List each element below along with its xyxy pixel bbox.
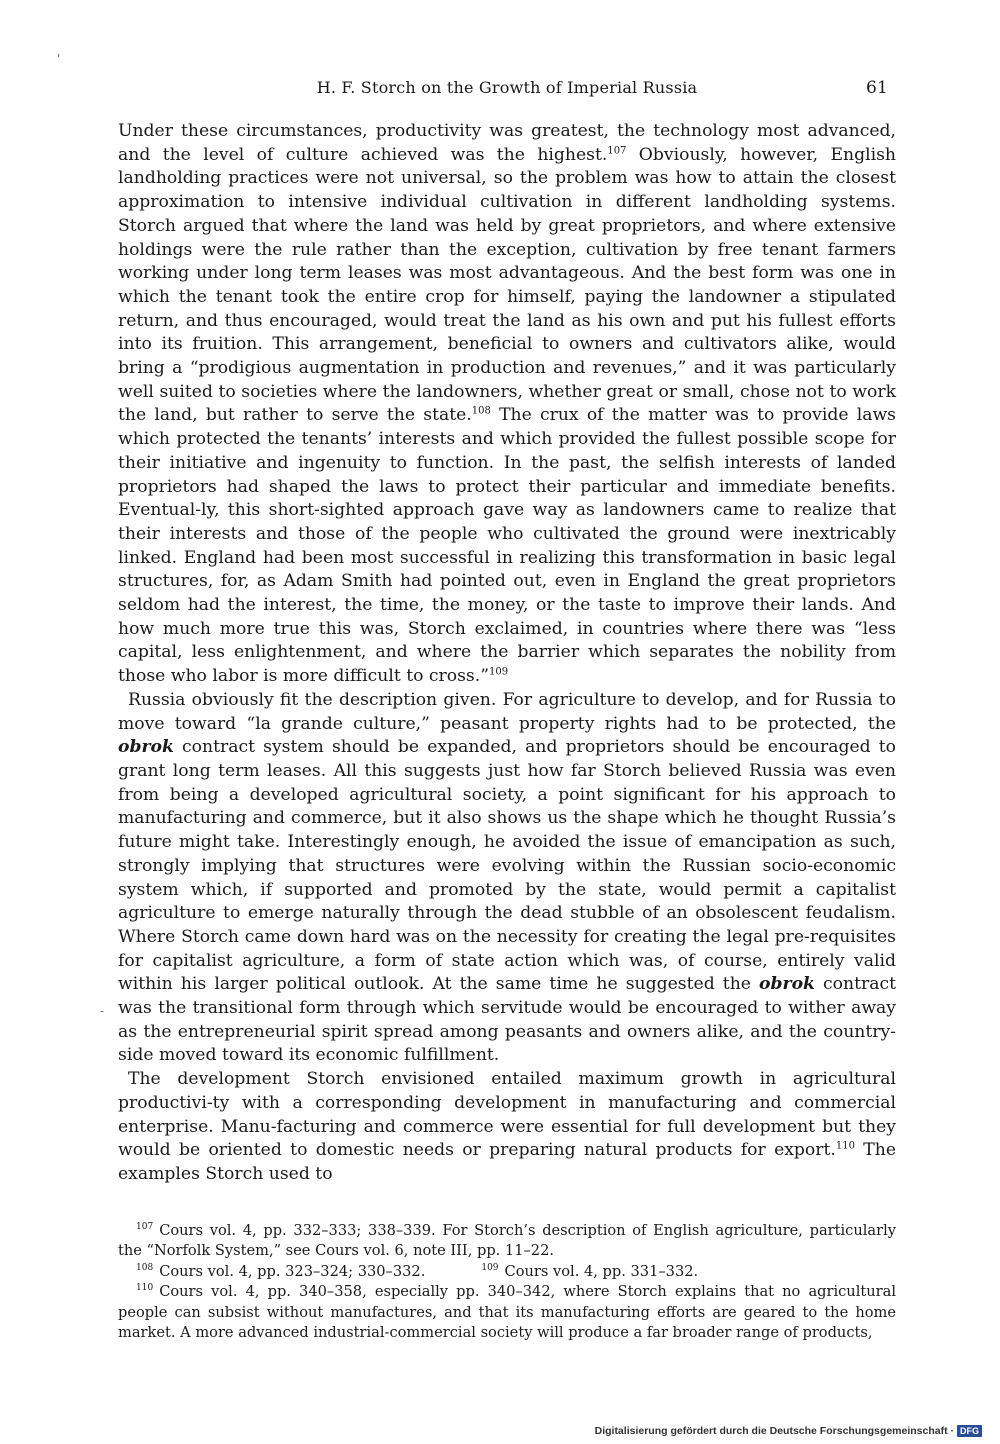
dfg-logo: DFG xyxy=(957,1425,982,1437)
paragraph-2: Russia obviously fit the description given. For agriculture to develop, and for Russia to move toward “la grande culture,” peasant property rights had to be protected, the obrok contract system should be expanded, and proprietors should be encouraged to grant long term leases. All this suggests just how far Storch believed Russia was even from being a developed agricultural society, a point significant for his approach to manufacturing and commerce, but it also shows us the shape which he thought Russia’s future might take. Interestingly enough, he avoided the issue of emancipation as such, strongly implying that structures were evolving within the Russian socio-economic system which, if supported and promoted by the state, would permit a capitalist agriculture to emerge naturally through the dead stubble of an obsolescent feudalism. Where Storch came down hard was on the necessity for creating the legal pre-requisites for capitalist agriculture, a form of state action which was, of course, entirely valid within his larger political outlook. At the same time he suggested the obrok contract was the transitional form through which servitude would be encouraged to wither away as the entrepreneurial spirit spread among peasants and owners alike, and the country-side moved toward its economic fulfillment. xyxy=(118,689,896,1066)
running-title: H. F. Storch on the Growth of Imperial Russia xyxy=(316,78,698,97)
footnote-ref-108: 108 xyxy=(471,405,491,417)
footnote-ref-110: 110 xyxy=(835,1140,855,1152)
footnote-ref-107: 107 xyxy=(607,144,627,156)
margin-mark-top: ' xyxy=(57,52,61,66)
margin-mark-mid: - xyxy=(100,1004,105,1018)
footnote-107: $^{107}$ Cours vol. 4, pp. 332–333; 338–339. For Storch’s description of English agriculture, particularly the “Norfolk System,” see Cours vol. 6, note III, pp. 11–22. xyxy=(118,1221,896,1260)
term-obrok: obrok xyxy=(759,974,815,995)
paragraph-1: Under these circumstances, productivity was greatest, the technology most advanced, and the level of culture achieved was the highest.$^{107}$ Obviously, however, English landholding practices were not universal, so the problem was how to attain the closest approximation to intensive individual cultivation in different landholding systems. Storch argued that where the land was held by great proprietors, and where extensive holdings were the rule rather than the exception, cultivation by free tenant farmers working under long term leases was most advantageous. And the best form was one in which the tenant took the entire crop for himself, paying the landowner a stipulated return, and thus encouraged, would treat the land as his own and put his fullest efforts into its fruition. This arrangement, beneficial to owners and cultivators alike, would bring a “prodigious augmentation in production and revenues,” and it was particularly well suited to societies where the landowners, whether great or small, chose not to work the land, but rather to serve the state.$^{108}$ The crux of the matter was to provide laws which protected the tenants’ interests and which provided the fullest possible scope for their initiative and ingenuity to function. In the past, the selfish interests of landed proprietors had shaped the laws to protect their particular and immediate benefits. Eventual-ly, this short-sighted approach gave way as landowners came to realize that their interests and those of the people who cultivated the ground were inextricably linked. England had been most successful in realizing this transformation in basic legal structures, for, as Adam Smith had pointed out, even in England the great proprietors seldom had the interest, the time, the money, or the taste to improve their lands. And how much more true this was, Storch exclaimed, in countries where there was “less capital, less enlightenment, and where the barrier which separates the nobility from those who labor is more difficult to cross.”$^{109}$ xyxy=(118,121,896,687)
running-head xyxy=(118,78,896,104)
footnote-110: $^{110}$ Cours vol. 4, pp. 340–358, especially pp. 340–342, where Storch explains that no agricultural people can subsist without manufactures, and that its manufacturing efforts are geared to the home market. A more advanced industrial-commercial society will produce a far broader range of products, xyxy=(118,1283,896,1342)
funding-notice xyxy=(595,1423,982,1439)
footnote-108-109: $^{108}$ Cours vol. 4, pp. 323–324; 330–332. $^{109}$ Cours vol. 4, pp. 331–332. xyxy=(136,1262,699,1280)
page-number: 61 xyxy=(865,78,888,98)
footnotes xyxy=(118,1221,896,1344)
footnote-ref-109: 109 xyxy=(489,666,509,678)
body-text xyxy=(118,120,896,1187)
funding-text: Digitalisierung gefördert durch die Deutsche Forschungsgemeinschaft · xyxy=(594,1425,954,1437)
term-obrok: obrok xyxy=(118,737,174,758)
book-page xyxy=(118,78,896,1344)
paragraph-3: The development Storch envisioned entailed maximum growth in agricultural productivi-ty with a corresponding development in manufacturing and commercial enterprise. Manu-facturing and commerce were essential for full development but they would be oriented to domestic needs or preparing natural products for export.$^{110}$ The examples Storch used to xyxy=(118,1069,896,1184)
